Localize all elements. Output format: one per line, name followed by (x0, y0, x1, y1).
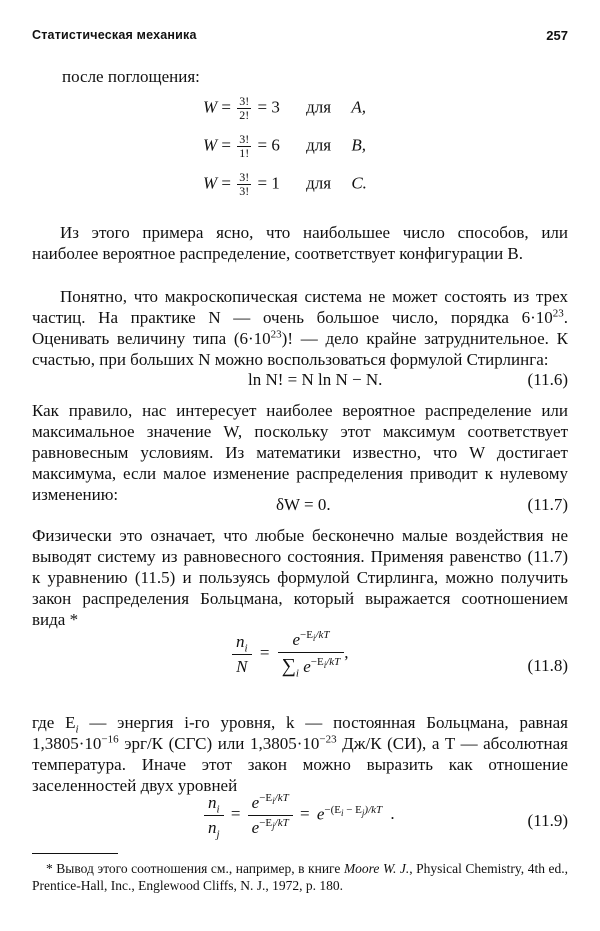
equation-11-9: $\frac{n_i}{n_j}$ = $\frac{e^{-E_i/kT}}{e^{-E_j/kT}}$ = $e^{-(E_i - E_j)/kT}$ . (11.9) (32, 793, 568, 845)
intro-line: после поглощения: (62, 67, 200, 86)
paragraph-1: Из этого примера ясно, что наибольшее число способов, или наиболее вероятное распределение, соответствует конфигурации B. (32, 223, 568, 263)
equation-11-8: $\frac{n_i}{N}$ = $\frac{e^{-E_i/kT}}{\sum_i e^{-E_i/kT}}$ , (11.8) (32, 630, 568, 700)
w-row-b: W = $\frac{3!}{1!}$ = 6 для B, (203, 132, 366, 160)
equation-number: (11.8) (527, 656, 568, 675)
footnote: * Вывод этого соотношения см., например, в книге Moore W. J., Physical Chemistry, 4th ed., Prentice-Hall, Inc., Englewood Cliffs, N. J., 1972, p. 180. (32, 861, 568, 893)
equation-11-6 (32, 370, 568, 394)
lhs-fraction: $\frac{n_i}{n_j}$ (204, 793, 224, 838)
equation-body: δW = 0. (276, 495, 331, 514)
running-head: Статистическая механика (32, 28, 197, 42)
lhs-fraction: $\frac{n_i}{N}$ (232, 632, 252, 677)
footnote-divider (32, 853, 118, 854)
paragraph-4: Физически это означает, что любые бесконечно малые воздействия не выводят систему из равновесного состояния. Применяя равенство (11.7) к уравнению (11.5) и пользуясь формулой Стирлинга, можно получить закон распределения Больцмана, который выражается соотношением вида * (32, 526, 568, 629)
page-number: 257 (546, 28, 568, 43)
rhs-fraction: $\frac{e^{-E_i/kT}}{\sum_i e^{-E_i/kT}}$ (278, 630, 345, 678)
w-row-c: W = $\frac{3!}{3!}$ = 1 для C. (203, 170, 367, 198)
w-row-a: W = $\frac{3!}{2!}$ = 3 для A, (203, 94, 366, 122)
equation-number: (11.7) (527, 495, 568, 514)
paragraph-2: Понятно, что макроскопическая система не может состоять из трех частиц. На практике N — очень большое число, порядка $6\cdot 10^{23}$. Оценивать величину типа $(6\cdot 10^{23})$! — дело крайне затруднительное. К счастью, при больших N можно воспользоваться формулой Стирлинга: (32, 287, 568, 369)
equation-11-7 (32, 495, 568, 519)
page-header (32, 28, 568, 48)
equation-number: (11.9) (527, 811, 568, 830)
middle-fraction: $\frac{e^{-E_i/kT}}{e^{-E_j/kT}}$ (248, 793, 293, 838)
paragraph-3: Как правило, нас интересует наиболее вероятное распределение или максимальное значение W, поскольку этот максимум соответствует равновесным условиям. Из математики известно, что W достигает максимума, если малое изменение распределения приводит к нулевому изменению: (32, 401, 568, 504)
equation-number: (11.6) (527, 370, 568, 389)
equation-body: ln N! = N ln N − N. (248, 370, 383, 389)
paragraph-5: где $E_i$ — энергия i-го уровня, k — постоянная Больцмана, равная $1,3805\cdot 10^{-16}$ эрг/К (СГС) или $1,3805\cdot 10^{-23}$ Дж/К (СИ), а T — абсолютная температура. Иначе этот закон можно выразить как отношение заселенностей двух уровней (32, 713, 568, 795)
